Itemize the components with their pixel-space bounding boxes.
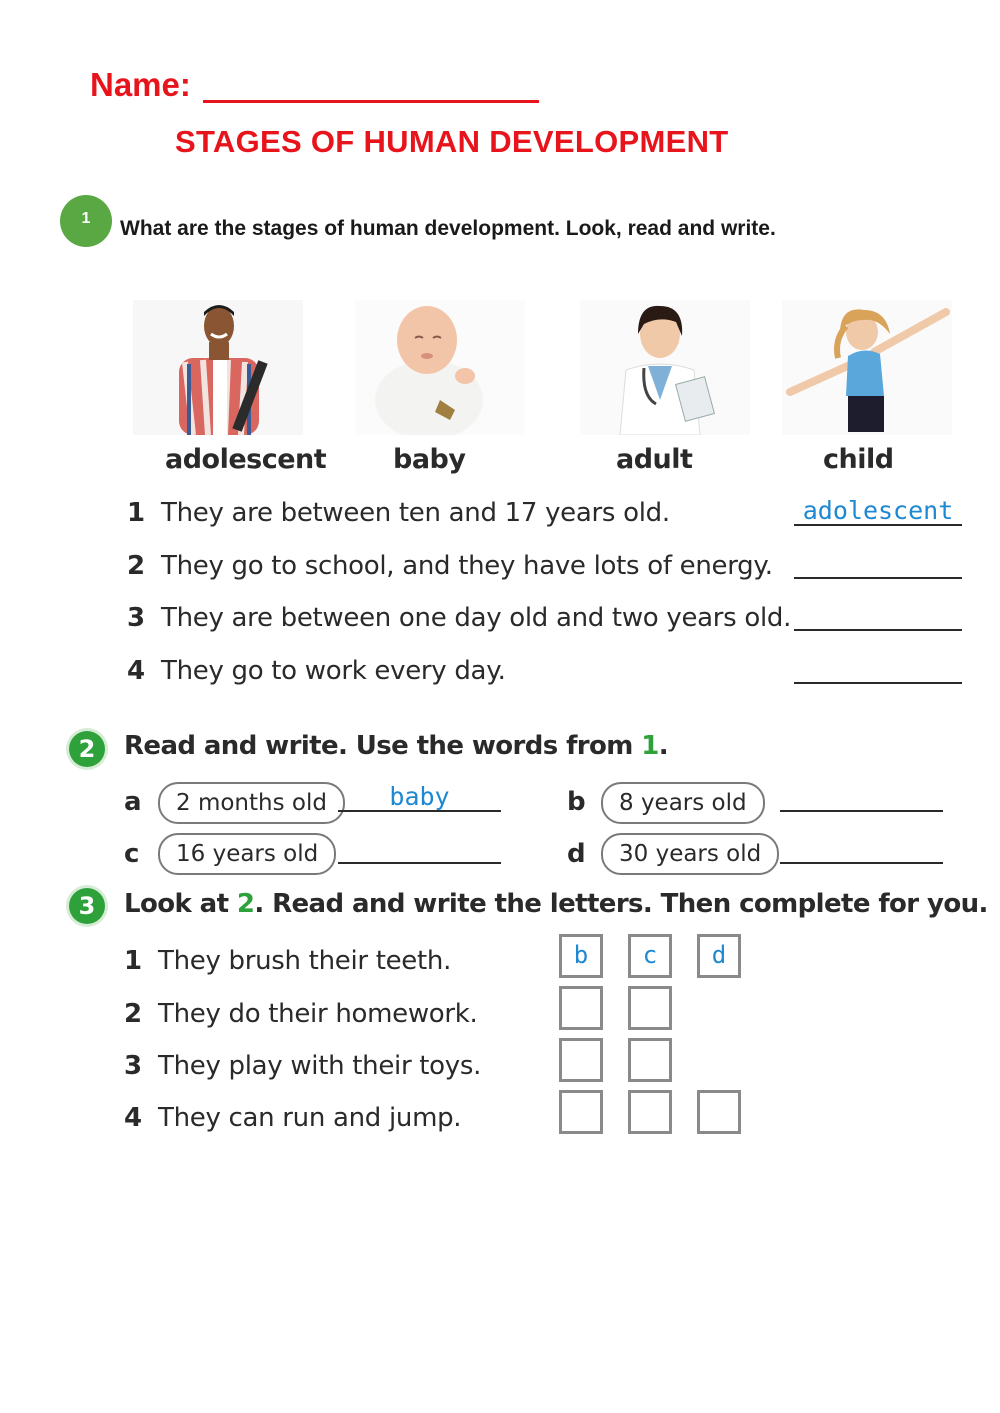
exercise-3-badge: 3 <box>69 888 105 924</box>
heading-end: . <box>658 731 668 761</box>
sentence-number: 4 <box>127 656 145 686</box>
row-number: 3 <box>124 1051 142 1081</box>
teen-boy-photo <box>133 300 303 435</box>
sentence-number: 3 <box>127 603 145 633</box>
doctor-woman-photo <box>580 300 750 435</box>
row-number: 1 <box>124 946 142 976</box>
item-letter-c: c <box>124 839 140 869</box>
answer-2-input[interactable] <box>794 577 962 579</box>
heading-pre: Look at <box>124 889 237 919</box>
box-letter: d <box>711 941 727 969</box>
box-letter: c <box>642 941 658 969</box>
ex3-row-2 <box>124 999 478 1029</box>
row-text: They do their homework. <box>158 999 478 1029</box>
sentence-3 <box>127 603 791 633</box>
picture-label-adolescent: adolescent <box>165 444 327 475</box>
letter-box[interactable] <box>697 1090 741 1134</box>
answer-a-text: baby <box>389 782 450 811</box>
answer-1-input[interactable] <box>794 524 962 526</box>
jumping-girl-photo <box>782 300 952 435</box>
answer-c-input[interactable] <box>338 862 501 864</box>
sentence-4 <box>127 656 506 686</box>
ex3-row-1 <box>124 946 451 976</box>
letter-box[interactable] <box>628 1038 672 1082</box>
age-pill-c: 16 years old <box>158 833 336 875</box>
exercise-2-badge: 2 <box>69 731 105 767</box>
exercise-1-instruction: What are the stages of human development. Look, read and write. <box>120 217 776 240</box>
sentence-2 <box>127 551 773 581</box>
sentence-text: They go to school, and they have lots of energy. <box>161 551 773 581</box>
row-number: 4 <box>124 1103 142 1133</box>
picture-label-adult: adult <box>616 444 693 475</box>
sentence-text: They are between ten and 17 years old. <box>161 498 670 528</box>
ex3-row-4 <box>124 1103 461 1133</box>
letter-box[interactable] <box>628 1090 672 1134</box>
letter-box[interactable] <box>559 1038 603 1082</box>
letter-box[interactable] <box>628 934 672 978</box>
name-input-line[interactable] <box>203 100 539 103</box>
baby-photo <box>355 300 525 435</box>
box-letter: b <box>573 941 589 969</box>
name-label: Name: <box>90 66 191 103</box>
row-text: They can run and jump. <box>158 1103 462 1133</box>
exercise-3-heading <box>124 889 988 919</box>
item-letter-b: b <box>567 787 586 817</box>
answer-d-input[interactable] <box>780 862 943 864</box>
answer-1-text: adolescent <box>802 496 954 525</box>
heading-post: . Read and write the letters. Then complete for you. <box>254 889 988 919</box>
exercise-2-heading <box>124 731 668 761</box>
sentence-text: They are between one day old and two years old. <box>161 603 792 633</box>
age-pill-b: 8 years old <box>601 782 765 824</box>
sentence-number: 2 <box>127 551 145 581</box>
letter-box[interactable] <box>628 986 672 1030</box>
answer-b-input[interactable] <box>780 810 943 812</box>
item-letter-d: d <box>567 839 586 869</box>
page-title: STAGES OF HUMAN DEVELOPMENT <box>175 124 729 159</box>
letter-box[interactable] <box>559 934 603 978</box>
answer-a-input[interactable] <box>338 810 501 812</box>
sentence-1 <box>127 498 670 528</box>
picture-label-baby: baby <box>393 444 466 475</box>
sentence-number: 1 <box>127 498 145 528</box>
age-pill-d: 30 years old <box>601 833 779 875</box>
exercise-1-badge: 1 <box>60 195 112 247</box>
ex3-row-3 <box>124 1051 481 1081</box>
row-text: They brush their teeth. <box>158 946 452 976</box>
row-number: 2 <box>124 999 142 1029</box>
row-text: They play with their toys. <box>158 1051 482 1081</box>
answer-4-input[interactable] <box>794 682 962 684</box>
letter-box[interactable] <box>559 1090 603 1134</box>
picture-label-child: child <box>823 444 894 475</box>
heading-ref: 2 <box>236 889 255 919</box>
heading-text: Read and write. Use the words from <box>124 731 642 761</box>
age-pill-a: 2 months old <box>158 782 345 824</box>
heading-ref: 1 <box>641 731 659 761</box>
item-letter-a: a <box>124 787 142 817</box>
sentence-text: They go to work every day. <box>161 656 506 686</box>
letter-box[interactable] <box>559 986 603 1030</box>
letter-box[interactable] <box>697 934 741 978</box>
answer-3-input[interactable] <box>794 629 962 631</box>
